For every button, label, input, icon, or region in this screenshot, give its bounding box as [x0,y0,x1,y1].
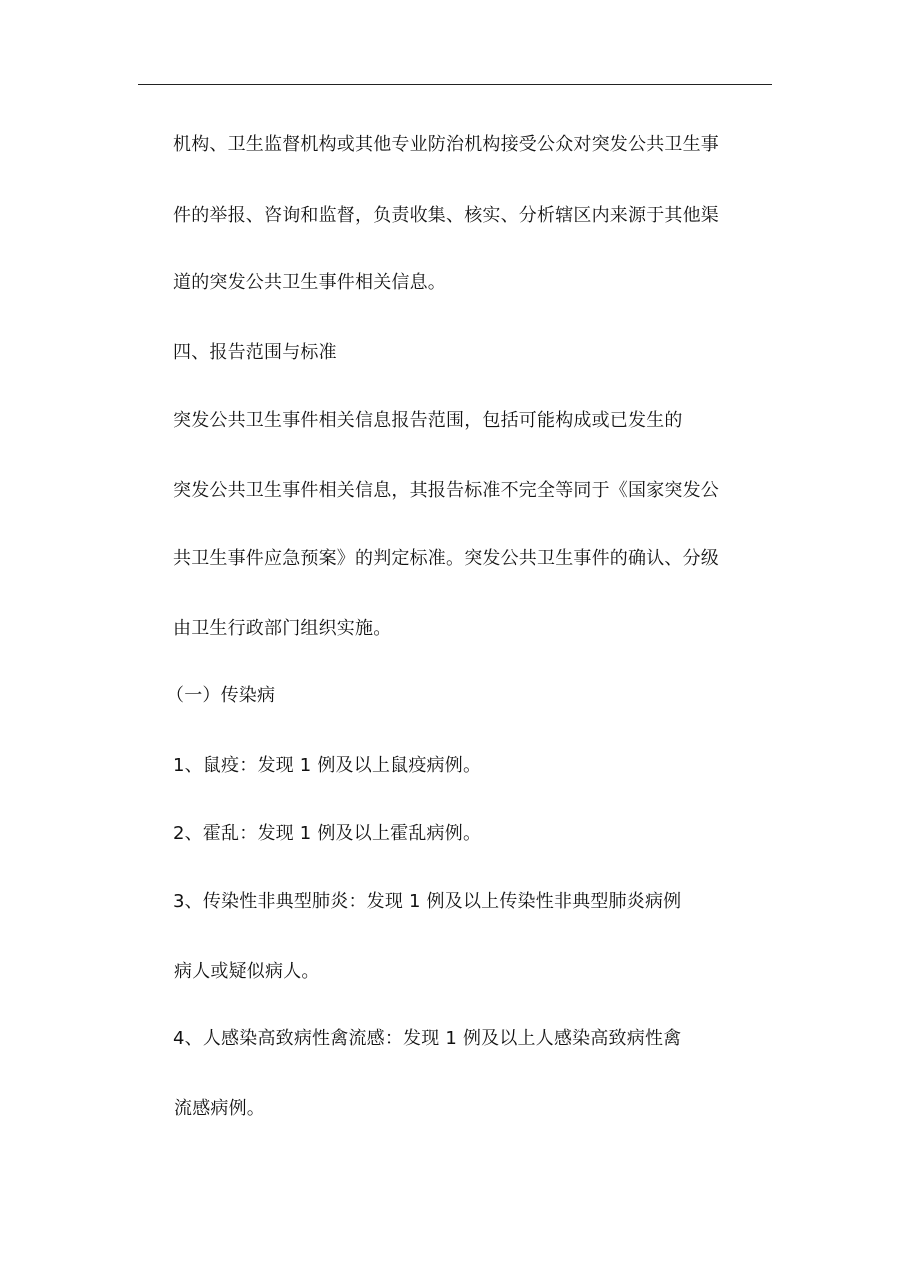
subsection-heading: （一）传染病 [166,685,276,706]
paragraph-line: 共卫生事件应急预案》的判定标准。突发公共卫生事件的确认、分级 [173,548,719,569]
list-item-continuation: 流感病例。 [174,1098,265,1119]
paragraph-line: 件的举报、咨询和监督，负责收集、核实、分析辖区内来源于其他渠 [173,205,719,226]
paragraph-line: 机构、卫生监督机构或其他专业防治机构接受公众对突发公共卫生事 [173,134,719,155]
list-item: 4、人感染高致病性禽流感：发现 1 例及以上人感染高致病性禽 [173,1028,682,1049]
paragraph-line: 由卫生行政部门组织实施。 [173,618,392,639]
paragraph-line: 突发公共卫生事件相关信息，其报告标准不完全等同于《国家突发公 [173,480,719,501]
section-heading: 四、报告范围与标准 [173,342,337,363]
list-item: 2、霍乱：发现 1 例及以上霍乱病例。 [173,823,482,844]
list-item: 3、传染性非典型肺炎：发现 1 例及以上传染性非典型肺炎病例 [173,891,682,912]
paragraph-line: 突发公共卫生事件相关信息报告范围，包括可能构成或已发生的 [173,410,683,431]
paragraph-line: 道的突发公共卫生事件相关信息。 [173,272,446,293]
list-item: 1、鼠疫：发现 1 例及以上鼠疫病例。 [173,755,482,776]
list-item-continuation: 病人或疑似病人。 [174,961,320,982]
header-divider [138,84,772,85]
